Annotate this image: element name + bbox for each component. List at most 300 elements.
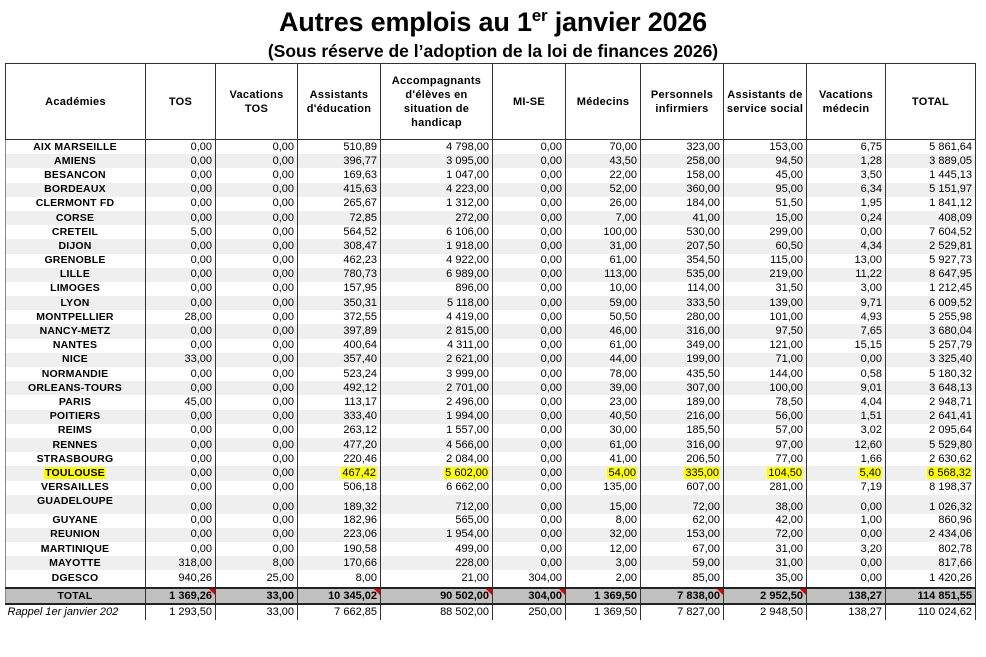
cell-personnels-infirmiers: 153,00 [641, 528, 724, 542]
comment-marker-icon[interactable] [486, 589, 492, 595]
cell-academie: PARIS [6, 395, 146, 409]
cell-personnels-infirmiers: 307,00 [641, 381, 724, 395]
column-header-academie: Académies [6, 64, 146, 140]
table-row [6, 282, 976, 296]
cell-vacations-tos: 0,00 [216, 438, 298, 452]
total-assistants-service-social [724, 588, 807, 604]
cell-vacations-tos: 0,00 [216, 452, 298, 466]
cell-personnels-infirmiers: 207,50 [641, 239, 724, 253]
cell-accompagnants-aesh: 1 954,00 [381, 528, 493, 542]
comment-marker-icon[interactable] [800, 589, 806, 595]
cell-mi-se: 0,00 [493, 466, 566, 480]
cell-mi-se: 0,00 [493, 310, 566, 324]
column-header-vacations-tos: Vacations TOS [216, 64, 298, 140]
cell-assistants-education: 220,46 [298, 452, 381, 466]
cell-total: 2 641,41 [886, 410, 976, 424]
table-row [6, 528, 976, 542]
cell-assistants-education: 190,58 [298, 542, 381, 556]
cell-total [886, 466, 976, 480]
cell-personnels-infirmiers: 316,00 [641, 438, 724, 452]
cell-total: 6 009,52 [886, 296, 976, 310]
cell-accompagnants-aesh: 2 496,00 [381, 395, 493, 409]
cell-personnels-infirmiers: 41,00 [641, 211, 724, 225]
cell-medecins: 78,00 [566, 367, 641, 381]
cell-vacations-medecin: 13,00 [807, 254, 886, 268]
cell-vacations-medecin: 6,34 [807, 183, 886, 197]
cell-assistants-education: 780,73 [298, 268, 381, 282]
table-row [6, 197, 976, 211]
cell-vacations-medecin: 4,04 [807, 395, 886, 409]
cell-vacations-tos: 0,00 [216, 310, 298, 324]
cell-academie: CRETEIL [6, 225, 146, 239]
total-value: TOTAL [57, 589, 93, 602]
cell-assistants-service-social: 42,00 [724, 514, 807, 528]
cell-personnels-infirmiers: 72,00 [641, 495, 724, 514]
cell-vacations-medecin: 1,28 [807, 154, 886, 168]
total-row [6, 588, 976, 604]
cell-accompagnants-aesh: 1 312,00 [381, 197, 493, 211]
cell-tos: 940,26 [146, 570, 216, 588]
cell-academie: DIJON [6, 239, 146, 253]
cell-medecins: 52,00 [566, 183, 641, 197]
cell-medecins: 22,00 [566, 168, 641, 182]
cell-accompagnants-aesh: 1 918,00 [381, 239, 493, 253]
cell-accompagnants-aesh: 2 815,00 [381, 324, 493, 338]
table-row [6, 410, 976, 424]
table-row [6, 495, 976, 514]
cell-assistants-education: 415,63 [298, 183, 381, 197]
rappel-row [6, 604, 976, 620]
cell-total: 1 445,13 [886, 168, 976, 182]
cell-tos: 0,00 [146, 339, 216, 353]
cell-personnels-infirmiers: 280,00 [641, 310, 724, 324]
cell-medecins: 10,00 [566, 282, 641, 296]
cell-medecins: 50,50 [566, 310, 641, 324]
cell-academie: POITIERS [6, 410, 146, 424]
cell-assistants-service-social: 51,50 [724, 197, 807, 211]
cell-assistants-service-social: 97,50 [724, 324, 807, 338]
cell-assistants-service-social: 57,00 [724, 424, 807, 438]
cell-personnels-infirmiers: 333,50 [641, 296, 724, 310]
cell-vacations-tos: 0,00 [216, 410, 298, 424]
cell-vacations-tos: 25,00 [216, 570, 298, 588]
cell-assistants-service-social: 299,00 [724, 225, 807, 239]
comment-marker-icon[interactable] [559, 589, 565, 595]
table-row [6, 542, 976, 556]
cell-academie [6, 466, 146, 480]
table-body [6, 140, 976, 621]
cell-vacations-medecin: 6,75 [807, 140, 886, 155]
cell-accompagnants-aesh: 2 621,00 [381, 353, 493, 367]
table-row [6, 514, 976, 528]
cell-vacations-tos: 0,00 [216, 324, 298, 338]
cell-assistants-service-social: 97,00 [724, 438, 807, 452]
cell-assistants-service-social: 153,00 [724, 140, 807, 155]
cell-mi-se: 0,00 [493, 168, 566, 182]
comment-marker-icon[interactable] [209, 589, 215, 595]
cell-vacations-medecin: 0,00 [807, 495, 886, 514]
cell-academie: CLERMONT FD [6, 197, 146, 211]
cell-total: 860,96 [886, 514, 976, 528]
cell-total: 8 198,37 [886, 481, 976, 495]
cell-assistants-education: 506,18 [298, 481, 381, 495]
cell-academie: GRENOBLE [6, 254, 146, 268]
cell-tos: 0,00 [146, 324, 216, 338]
total-value: 33,00 [266, 589, 294, 602]
cell-assistants-service-social: 45,00 [724, 168, 807, 182]
cell-academie: DGESCO [6, 570, 146, 588]
cell-assistants-education: 170,66 [298, 556, 381, 570]
cell-vacations-medecin: 4,34 [807, 239, 886, 253]
cell-accompagnants-aesh: 6 989,00 [381, 268, 493, 282]
cell-vacations-medecin: 3,00 [807, 282, 886, 296]
cell-assistants-education: 400,64 [298, 339, 381, 353]
cell-medecins: 61,00 [566, 254, 641, 268]
cell-total: 5 927,73 [886, 254, 976, 268]
cell-vacations-tos: 0,00 [216, 197, 298, 211]
cell-academie: VERSAILLES [6, 481, 146, 495]
rappel-assistants-service-social: 2 948,50 [724, 604, 807, 620]
cell-academie: LILLE [6, 268, 146, 282]
cell-personnels-infirmiers: 323,00 [641, 140, 724, 155]
cell-assistants-education: 396,77 [298, 154, 381, 168]
cell-tos: 0,00 [146, 466, 216, 480]
cell-total: 3 325,40 [886, 353, 976, 367]
cell-vacations-tos: 0,00 [216, 381, 298, 395]
cell-assistants-education: 157,95 [298, 282, 381, 296]
highlighted-value: 467,42 [342, 466, 376, 479]
rappel-academie: Rappel 1er janvier 202 [6, 604, 146, 620]
cell-mi-se: 0,00 [493, 140, 566, 155]
table-row [6, 466, 976, 480]
table-row [6, 254, 976, 268]
cell-mi-se: 0,00 [493, 367, 566, 381]
cell-assistants-education: 477,20 [298, 438, 381, 452]
cell-vacations-tos: 0,00 [216, 282, 298, 296]
rappel-vacations-tos: 33,00 [216, 604, 298, 620]
cell-tos: 0,00 [146, 197, 216, 211]
cell-assistants-service-social: 15,00 [724, 211, 807, 225]
cell-mi-se: 0,00 [493, 542, 566, 556]
cell-assistants-service-social [724, 466, 807, 480]
total-mi-se [493, 588, 566, 604]
highlighted-value: 335,00 [685, 466, 719, 479]
cell-total: 7 604,52 [886, 225, 976, 239]
cell-vacations-tos: 0,00 [216, 211, 298, 225]
cell-accompagnants-aesh: 272,00 [381, 211, 493, 225]
cell-tos: 318,00 [146, 556, 216, 570]
cell-vacations-medecin: 7,65 [807, 324, 886, 338]
cell-academie: RENNES [6, 438, 146, 452]
table-row [6, 438, 976, 452]
cell-total: 1 212,45 [886, 282, 976, 296]
cell-medecins: 32,00 [566, 528, 641, 542]
cell-personnels-infirmiers: 607,00 [641, 481, 724, 495]
cell-medecins: 41,00 [566, 452, 641, 466]
cell-assistants-education [298, 466, 381, 480]
rappel-mi-se: 250,00 [493, 604, 566, 620]
table-row [6, 481, 976, 495]
cell-assistants-education: 333,40 [298, 410, 381, 424]
rappel-tos: 1 293,50 [146, 604, 216, 620]
cell-total: 3 648,13 [886, 381, 976, 395]
cell-medecins: 2,00 [566, 570, 641, 588]
cell-assistants-education: 265,67 [298, 197, 381, 211]
cell-assistants-education: 182,96 [298, 514, 381, 528]
cell-total: 817,66 [886, 556, 976, 570]
cell-vacations-medecin: 0,58 [807, 367, 886, 381]
cell-accompagnants-aesh: 1 557,00 [381, 424, 493, 438]
cell-tos: 0,00 [146, 381, 216, 395]
cell-medecins: 61,00 [566, 339, 641, 353]
cell-medecins: 61,00 [566, 438, 641, 452]
cell-vacations-tos: 0,00 [216, 495, 298, 514]
title-year: janvier 2026 [547, 7, 707, 37]
cell-assistants-education: 169,63 [298, 168, 381, 182]
cell-accompagnants-aesh: 2 701,00 [381, 381, 493, 395]
cell-accompagnants-aesh: 3 999,00 [381, 367, 493, 381]
cell-accompagnants-aesh: 896,00 [381, 282, 493, 296]
comment-marker-icon[interactable] [374, 589, 380, 595]
cell-assistants-service-social: 94,50 [724, 154, 807, 168]
cell-vacations-tos: 0,00 [216, 154, 298, 168]
cell-accompagnants-aesh: 6 662,00 [381, 481, 493, 495]
cell-total: 408,09 [886, 211, 976, 225]
cell-accompagnants-aesh: 712,00 [381, 495, 493, 514]
title-text: Autres emplois au 1 [279, 7, 532, 37]
cell-vacations-tos: 0,00 [216, 424, 298, 438]
cell-tos: 0,00 [146, 154, 216, 168]
cell-mi-se: 0,00 [493, 424, 566, 438]
cell-accompagnants-aesh: 21,00 [381, 570, 493, 588]
cell-academie: MAYOTTE [6, 556, 146, 570]
cell-medecins: 113,00 [566, 268, 641, 282]
cell-vacations-medecin [807, 466, 886, 480]
cell-assistants-education: 72,85 [298, 211, 381, 225]
table-row [6, 556, 976, 570]
cell-assistants-service-social: 139,00 [724, 296, 807, 310]
cell-personnels-infirmiers: 62,00 [641, 514, 724, 528]
cell-medecins: 100,00 [566, 225, 641, 239]
cell-vacations-tos: 0,00 [216, 528, 298, 542]
cell-academie: NANCY-METZ [6, 324, 146, 338]
cell-tos: 0,00 [146, 140, 216, 155]
cell-tos: 45,00 [146, 395, 216, 409]
total-value: 2 952,50 [760, 589, 803, 602]
table-row [6, 324, 976, 338]
cell-mi-se: 0,00 [493, 197, 566, 211]
cell-accompagnants-aesh: 3 095,00 [381, 154, 493, 168]
highlighted-value: 54,00 [608, 466, 636, 479]
column-header-mi-se: MI-SE [493, 64, 566, 140]
cell-tos: 0,00 [146, 268, 216, 282]
cell-vacations-tos: 0,00 [216, 168, 298, 182]
cell-assistants-education: 372,55 [298, 310, 381, 324]
cell-vacations-tos: 0,00 [216, 542, 298, 556]
cell-vacations-medecin: 1,51 [807, 410, 886, 424]
rappel-accompagnants-aesh: 88 502,00 [381, 604, 493, 620]
comment-marker-icon[interactable] [717, 589, 723, 595]
cell-vacations-medecin: 0,00 [807, 570, 886, 588]
cell-mi-se: 0,00 [493, 381, 566, 395]
highlighted-value: 5 602,00 [445, 466, 488, 479]
cell-assistants-service-social: 71,00 [724, 353, 807, 367]
cell-academie: NORMANDIE [6, 367, 146, 381]
cell-assistants-service-social: 56,00 [724, 410, 807, 424]
cell-assistants-service-social: 219,00 [724, 268, 807, 282]
cell-mi-se: 0,00 [493, 282, 566, 296]
table-row [6, 154, 976, 168]
cell-assistants-service-social: 35,00 [724, 570, 807, 588]
cell-vacations-medecin: 0,00 [807, 528, 886, 542]
cell-assistants-service-social: 31,00 [724, 556, 807, 570]
cell-total: 2 095,64 [886, 424, 976, 438]
rappel-vacations-medecin: 138,27 [807, 604, 886, 620]
cell-personnels-infirmiers: 184,00 [641, 197, 724, 211]
cell-assistants-education: 350,31 [298, 296, 381, 310]
cell-tos: 0,00 [146, 367, 216, 381]
cell-assistants-education: 510,89 [298, 140, 381, 155]
cell-tos: 0,00 [146, 183, 216, 197]
total-value: 304,00 [528, 589, 562, 602]
cell-mi-se: 0,00 [493, 514, 566, 528]
table-row [6, 211, 976, 225]
total-value: 114 851,55 [917, 589, 972, 602]
cell-tos: 28,00 [146, 310, 216, 324]
cell-vacations-medecin: 0,24 [807, 211, 886, 225]
total-accompagnants-aesh [381, 588, 493, 604]
table-row [6, 239, 976, 253]
cell-personnels-infirmiers: 114,00 [641, 282, 724, 296]
cell-tos: 0,00 [146, 438, 216, 452]
rappel-total: 110 024,62 [886, 604, 976, 620]
cell-tos: 5,00 [146, 225, 216, 239]
column-header-vacations-medecin: Vacations médecin [807, 64, 886, 140]
cell-academie: LYON [6, 296, 146, 310]
total-vacations-tos [216, 588, 298, 604]
cell-total: 5 151,97 [886, 183, 976, 197]
cell-academie: MARTINIQUE [6, 542, 146, 556]
cell-academie: CORSE [6, 211, 146, 225]
cell-vacations-tos: 0,00 [216, 353, 298, 367]
cell-total: 5 529,80 [886, 438, 976, 452]
cell-assistants-education: 308,47 [298, 239, 381, 253]
total-assistants-education [298, 588, 381, 604]
total-value: 1 369,26 [169, 589, 212, 602]
cell-academie: REIMS [6, 424, 146, 438]
cell-mi-se: 0,00 [493, 438, 566, 452]
cell-vacations-medecin: 1,95 [807, 197, 886, 211]
total-value: 10 345,02 [328, 589, 377, 602]
cell-total: 802,78 [886, 542, 976, 556]
cell-vacations-medecin: 1,00 [807, 514, 886, 528]
cell-tos: 0,00 [146, 424, 216, 438]
cell-mi-se: 0,00 [493, 324, 566, 338]
cell-medecins: 15,00 [566, 495, 641, 514]
cell-accompagnants-aesh: 1 047,00 [381, 168, 493, 182]
cell-personnels-infirmiers: 206,50 [641, 452, 724, 466]
cell-vacations-tos: 0,00 [216, 268, 298, 282]
table-row [6, 296, 976, 310]
title-superscript: er [531, 6, 548, 25]
cell-mi-se: 0,00 [493, 495, 566, 514]
cell-vacations-medecin: 0,00 [807, 556, 886, 570]
cell-vacations-tos: 0,00 [216, 481, 298, 495]
cell-vacations-medecin: 7,19 [807, 481, 886, 495]
cell-academie: BESANCON [6, 168, 146, 182]
cell-academie: GUADELOUPE [6, 495, 146, 514]
cell-tos: 0,00 [146, 239, 216, 253]
cell-mi-se: 0,00 [493, 528, 566, 542]
cell-tos: 0,00 [146, 514, 216, 528]
total-tos [146, 588, 216, 604]
cell-assistants-education: 223,06 [298, 528, 381, 542]
cell-academie: AMIENS [6, 154, 146, 168]
table-row [6, 381, 976, 395]
cell-personnels-infirmiers: 199,00 [641, 353, 724, 367]
cell-assistants-service-social: 72,00 [724, 528, 807, 542]
cell-vacations-tos: 0,00 [216, 183, 298, 197]
cell-assistants-service-social: 121,00 [724, 339, 807, 353]
cell-assistants-service-social: 38,00 [724, 495, 807, 514]
cell-personnels-infirmiers: 535,00 [641, 268, 724, 282]
highlighted-value: 6 568,32 [928, 466, 971, 479]
cell-total: 2 948,71 [886, 395, 976, 409]
cell-vacations-tos: 0,00 [216, 514, 298, 528]
cell-medecins: 46,00 [566, 324, 641, 338]
table-row [6, 168, 976, 182]
cell-assistants-education: 397,89 [298, 324, 381, 338]
table-row [6, 225, 976, 239]
cell-vacations-medecin: 4,93 [807, 310, 886, 324]
cell-total: 3 889,05 [886, 154, 976, 168]
cell-tos: 33,00 [146, 353, 216, 367]
cell-personnels-infirmiers: 67,00 [641, 542, 724, 556]
cell-academie: REUNION [6, 528, 146, 542]
cell-academie: AIX MARSEILLE [6, 140, 146, 155]
total-total [886, 588, 976, 604]
total-medecins [566, 588, 641, 604]
cell-assistants-service-social: 78,50 [724, 395, 807, 409]
cell-tos: 0,00 [146, 410, 216, 424]
cell-medecins: 39,00 [566, 381, 641, 395]
cell-assistants-education: 357,40 [298, 353, 381, 367]
total-value: 138,27 [848, 589, 882, 602]
column-header-personnels-infirmiers: Personnels infirmiers [641, 64, 724, 140]
cell-tos: 0,00 [146, 254, 216, 268]
cell-personnels-infirmiers: 435,50 [641, 367, 724, 381]
cell-accompagnants-aesh: 4 223,00 [381, 183, 493, 197]
cell-vacations-tos: 8,00 [216, 556, 298, 570]
cell-tos: 0,00 [146, 528, 216, 542]
cell-assistants-service-social: 115,00 [724, 254, 807, 268]
column-header-assistants-education: Assistants d'éducation [298, 64, 381, 140]
cell-academie: ORLEANS-TOURS [6, 381, 146, 395]
table-row [6, 310, 976, 324]
column-header-total: TOTAL [886, 64, 976, 140]
cell-total: 3 680,04 [886, 324, 976, 338]
cell-medecins: 43,50 [566, 154, 641, 168]
cell-mi-se: 0,00 [493, 410, 566, 424]
cell-vacations-medecin: 9,71 [807, 296, 886, 310]
total-value: 90 502,00 [440, 589, 489, 602]
cell-vacations-tos: 0,00 [216, 239, 298, 253]
cell-vacations-tos: 0,00 [216, 296, 298, 310]
cell-medecins: 23,00 [566, 395, 641, 409]
total-personnels-infirmiers [641, 588, 724, 604]
table-row [6, 367, 976, 381]
column-header-medecins: Médecins [566, 64, 641, 140]
